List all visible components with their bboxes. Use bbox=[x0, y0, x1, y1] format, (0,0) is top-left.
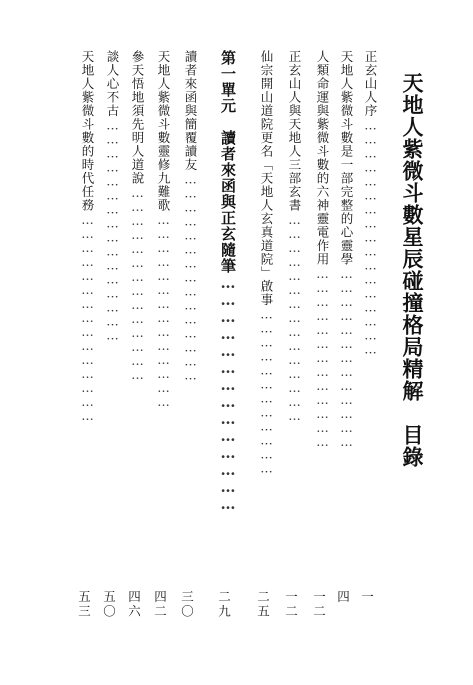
toc-entry-title: 仙宗開山道院更名「天地人玄真道院」啟事 bbox=[259, 50, 274, 307]
toc-entry[interactable] bbox=[102, 50, 118, 650]
toc-entry[interactable] bbox=[127, 50, 143, 650]
toc-entry[interactable] bbox=[153, 50, 169, 650]
toc-leader-dots: …………………………………………… bbox=[363, 117, 378, 356]
toc-leader-dots: ……………………………………… bbox=[287, 212, 302, 422]
toc-page-number: 五三 bbox=[76, 590, 92, 619]
toc-page-number: 一二 bbox=[283, 590, 299, 619]
toc-section-heading[interactable] bbox=[217, 50, 235, 650]
toc-page-number: 四 bbox=[335, 590, 351, 605]
section-heading: 目錄 bbox=[400, 424, 425, 468]
toc-entry[interactable] bbox=[336, 50, 352, 650]
toc-entry-title: 談人心不古 bbox=[105, 50, 120, 118]
toc-entry[interactable] bbox=[360, 50, 376, 650]
toc-page-number: 四六 bbox=[126, 590, 142, 619]
toc-entry[interactable] bbox=[256, 50, 272, 650]
page-title bbox=[402, 72, 423, 468]
toc-entry-title: 天地人紫微斗數是一部完整的心靈學 bbox=[339, 50, 354, 266]
toc-entry-title: 正玄山人與天地人三部玄書 bbox=[287, 50, 302, 212]
toc-page-number: 四二 bbox=[152, 590, 168, 619]
toc-page-number: 二九 bbox=[216, 590, 232, 619]
toc-entry[interactable] bbox=[284, 50, 300, 650]
toc-leader-dots: …………………………………… bbox=[156, 212, 171, 408]
toc-leader-dots: ………………………………… bbox=[339, 266, 354, 448]
toc-entry-title: 參天悟地須先明人道說 bbox=[130, 50, 145, 185]
toc-entry[interactable] bbox=[180, 50, 196, 650]
toc-page-number: 一 bbox=[359, 590, 375, 605]
toc-entry[interactable] bbox=[77, 50, 93, 650]
toc-leader-dots: ………………………………… bbox=[315, 266, 330, 448]
toc-section-title: 第一單元 讀者來函與正玄隨筆 bbox=[219, 50, 237, 274]
toc-leader-dots: ……………………………………… bbox=[80, 212, 95, 422]
book-title: 天地人紫微斗數星辰碰撞格局精解 bbox=[400, 72, 425, 402]
toc-entry-title: 正玄山人序 bbox=[363, 50, 378, 118]
toc-leader-dots: ……………………………… bbox=[259, 306, 274, 475]
toc-page-number: 一二 bbox=[311, 590, 327, 619]
toc-page-number: 五〇 bbox=[101, 590, 117, 619]
toc-entry-title: 人類命運與紫微斗數的六神靈電作用 bbox=[315, 50, 330, 266]
toc-leader-dots: …………………………………… bbox=[219, 274, 237, 512]
toc-leader-dots: ………………………………………… bbox=[105, 117, 120, 342]
toc-entry-title: 天地人紫微斗數靈修九難歌 bbox=[156, 50, 171, 212]
toc-page-number: 二五 bbox=[255, 590, 271, 619]
toc-leader-dots: ……………………………………… bbox=[183, 171, 198, 382]
toc-entry-title: 天地人紫微斗數的時代任務 bbox=[80, 50, 95, 212]
toc-leader-dots: …………………………………… bbox=[130, 185, 145, 381]
toc-page-number: 三〇 bbox=[179, 590, 195, 619]
toc-entry[interactable] bbox=[312, 50, 328, 650]
toc-entry-title: 讀者來函與簡覆讀友 bbox=[183, 50, 198, 172]
